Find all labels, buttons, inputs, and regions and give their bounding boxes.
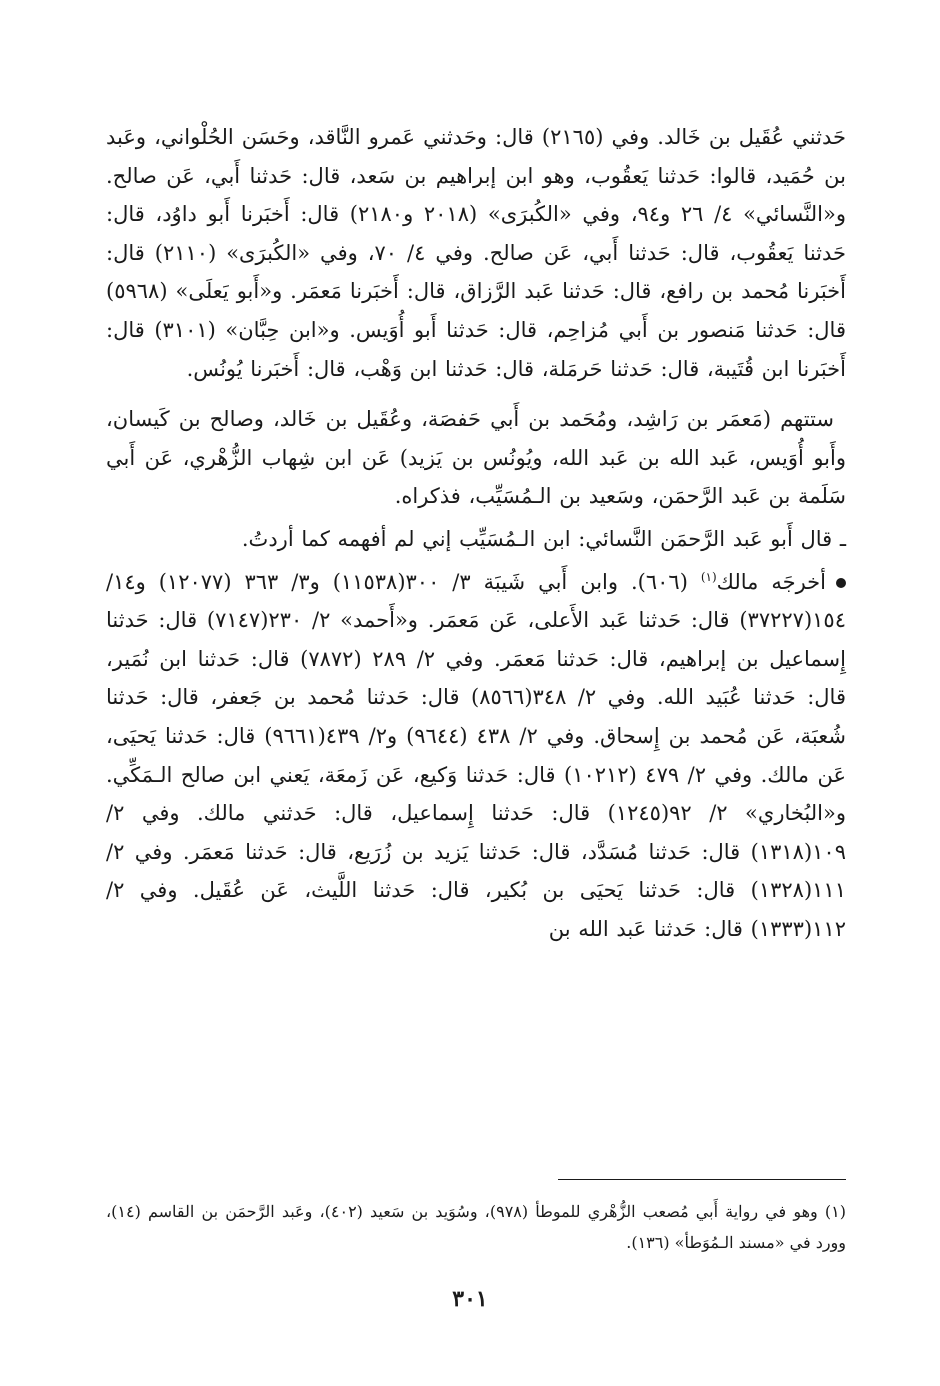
- page-number: ٣٠١: [452, 1286, 488, 1312]
- bullet-dot-icon: [836, 578, 846, 588]
- footnote-marker[interactable]: (١): [700, 569, 717, 584]
- paragraph-4-rest: (٦٠٦). وابن أَبي شَيبَة ٣/ ٣٠٠(١١٥٣٨) و٣/ ٣٦٣ (١٢٠٧٧) و١٤/ ١٥٤(٣٧٢٢٧) قال: حَدثنا عَبد الأَعلى، عَن مَعمَر. و«أَحمد» ٢/ ٢٣٠(٧١٤٧) قال: حَدثنا إِسماعيل بن إبراهيم، قال: حَدثنا مَعمَر. وفي ٢/ ٢٨٩ (٧٨٧٢) قال: حَدثنا ابن نُمَير، قال: حَدثنا عُبَيد الله. وفي ٢/ ٣٤٨(٨٥٦٦) قال: حَدثنا مُحمد بن جَعفر، قال: حَدثنا شُعبَة، عَن مُحمد بن إِسحاق. وفي ٢/ ٤٣٨ (٩٦٤٤) و٢/ ٤٣٩(٩٦٦١) قال: حَدثنا يَحيَى، عَن مالك. وفي ٢/ ٤٧٩ (١٠٢١٢) قال: حَدثنا وَكيع، عَن زَمعَة، يَعني ابن صالح الـمَكِّي. و«البُخاري» ٢/ ٩٢(١٢٤٥) قال: حَدثنا إِسماعيل، قال: حَدثني مالك. وفي ٢/ ١٠٩(١٣١٨) قال: حَدثنا مُسَدَّد، قال: حَدثنا يَزيد بن زُرَيع، قال: حَدثنا مَعمَر. وفي ٢/ ١١١(١٣٢٨) قال: حَدثنا يَحيَى بن بُكير، قال: حَدثنا اللَّيث، عَن عُقَيل. وفي ٢/ ١١٢(١٣٣٣) قال: حَدثنا عَبد الله بن: [106, 569, 846, 941]
- paragraph-4: [106, 563, 846, 949]
- footnote: (١) وهو في رواية أَبي مُصعب الزُّهْري للموطأ (٩٧٨)، وسُوَيد بن سَعيد (٤٠٢)، وعَبد الرَّحمَن بن القاسم (١٤)، وورد في «مسند الـمُوَطأ» (١٣٦).: [106, 1202, 846, 1252]
- paragraph-1: حَدثني عُقَيل بن خَالد. وفي (٢١٦٥) قال: وحَدثني عَمرو النَّاقد، وحَسَن الحُلْواني، وعَبد بن حُمَيد، قالوا: حَدثنا يَعقُوب، وهو ابن إبراهيم بن سَعد، قال: حَدثنا أَبي، عَن صالح. و«النَّسائي» ٤/ ٢٦ و٩٤، وفي «الكُبرَى» (٢٠١٨ و٢١٨٠) قال: أَخبَرنا أَبو داوُد، قال: حَدثنا يَعقُوب، قال: حَدثنا أَبي، عَن صالح. وفي ٤/ ٧٠، وفي «الكُبرَى» (٢١١٠) قال: أَخبَرنا مُحمد بن رافع، قال: حَدثنا عَبد الرَّزاق، قال: أَخبَرنا مَعمَر. و«أَبو يَعلَى» (٥٩٦٨) قال: حَدثنا مَنصور بن أَبي مُزاحِم، قال: حَدثنا أَبو أُوَيس. و«ابن حِبَّان» (٣١٠١) قال: أَخبَرنا ابن قُتَيبة، قال: حَدثنا حَرمَلة، قال: حَدثنا ابن وَهْب، قال: أَخبَرنا يُونُس.: [106, 125, 846, 381]
- paragraph-3: ـ قال أَبو عَبد الرَّحمَن النَّسائي: ابن الـمُسَيِّب إني لم أفهمه كما أردتُ.: [241, 526, 846, 551]
- page-body: [106, 118, 846, 948]
- paragraph-4-head: أخرجَه مالك: [716, 569, 826, 594]
- paragraph-2: ستتهم (مَعمَر بن رَاشِد، ومُحَمد بن أَبي حَفصَة، وعُقَيل بن خَالد، وصالح بن كَيسان، وأَبو أُوَيس، عَبد الله بن عَبد الله، ويُونُس بن يَزيد) عَن ابن شِهاب الزُّهْري، عَن أَبي سَلَمة بن عَبد الرَّحمَن، وسَعيد بن الـمُسَيِّب، فذكراه.: [106, 407, 846, 509]
- footnote-separator: [558, 1179, 846, 1180]
